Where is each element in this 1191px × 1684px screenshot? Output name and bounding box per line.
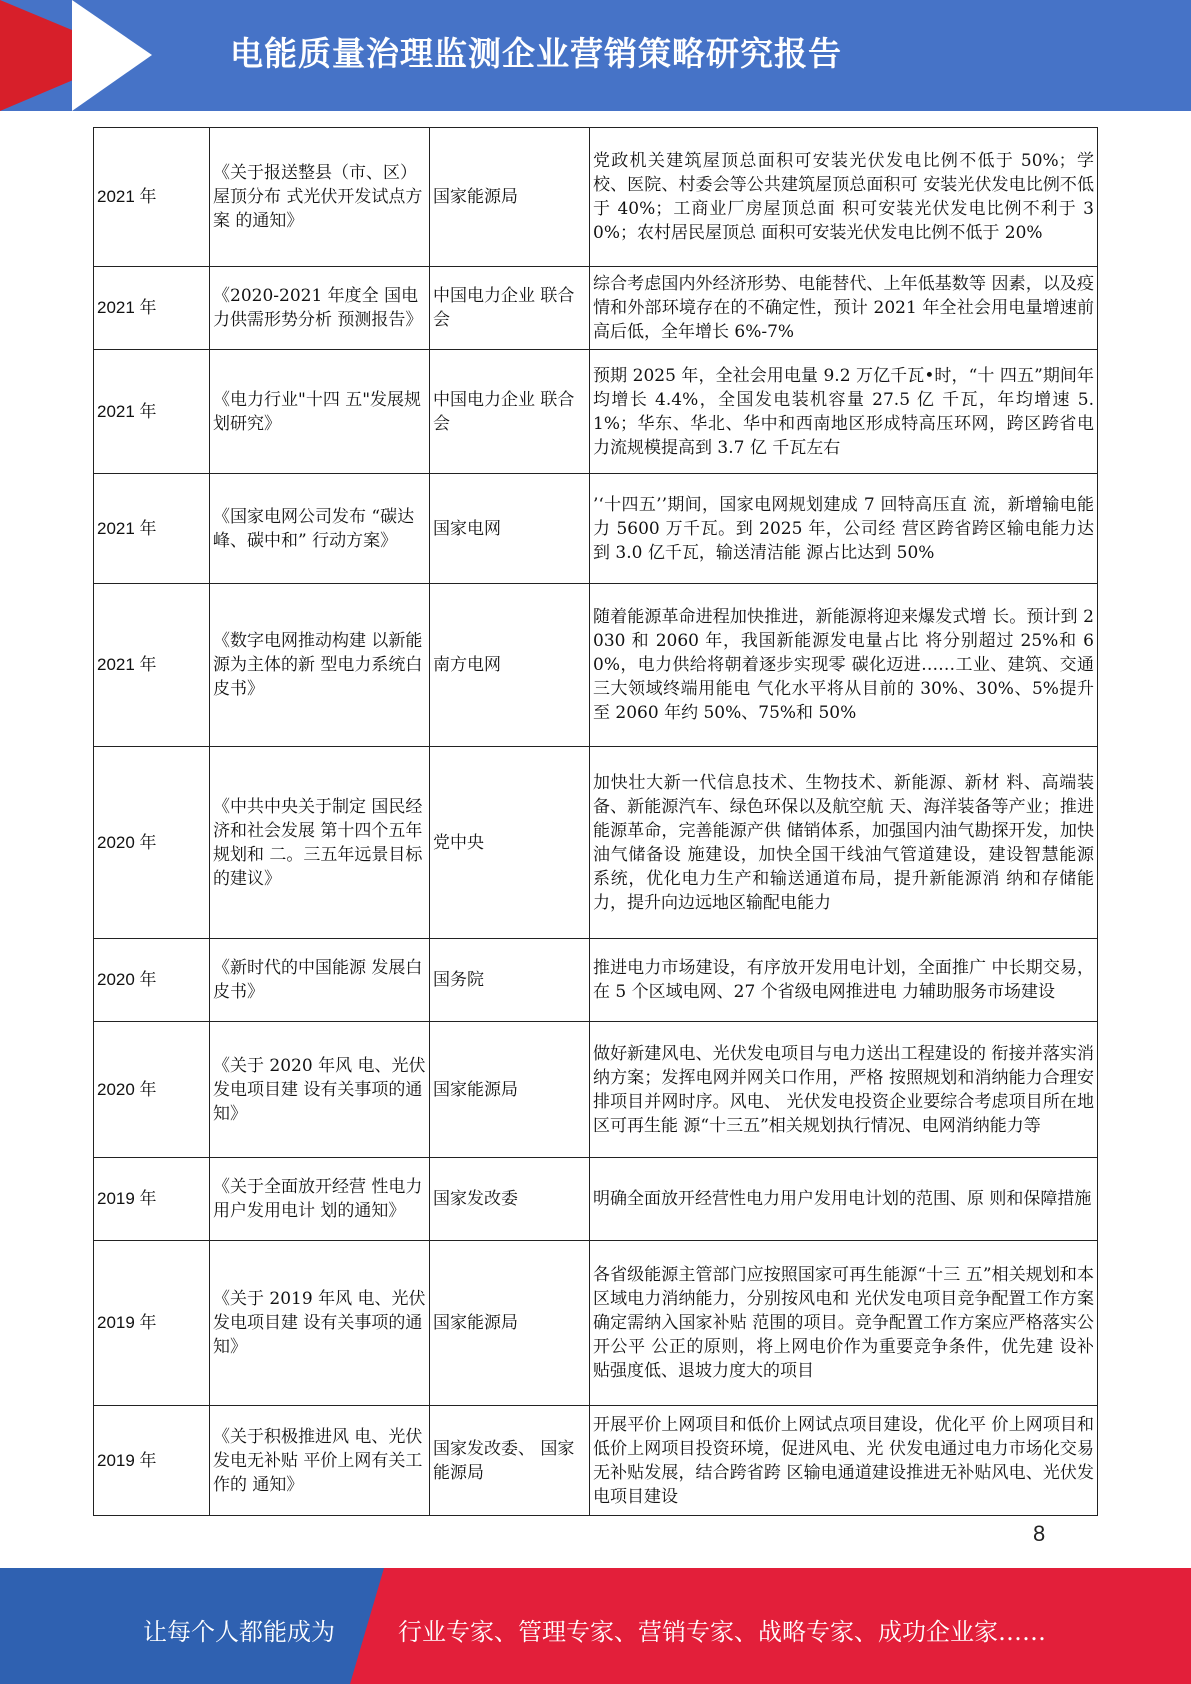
document-cell: 《国家电网公司发布 “碳达峰、碳中和” 行动方案》: [210, 474, 430, 584]
page-number: 8: [1033, 1521, 1046, 1546]
content-cell: 开展平价上网项目和低价上网试点项目建设，优化平 价上网项目和低价上网项目投资环境，促进风电、光 伏发电通过电力市场化交易无补贴发展，结合跨省跨 区输电通道建设推进无补贴风电、光伏发电项目建设: [590, 1406, 1098, 1516]
year-cell: 2019 年: [94, 1406, 210, 1516]
table-row: [94, 1158, 1098, 1241]
issuer-cell: 党中央: [430, 747, 590, 939]
issuer-cell: 国家能源局: [430, 128, 590, 267]
year-cell: 2019 年: [94, 1158, 210, 1241]
issuer-cell: 国家能源局: [430, 1241, 590, 1406]
content-cell: 综合考虑国内外经济形势、电能替代、上年低基数等 因素，以及疫情和外部环境存在的不确定性，预计 2021 年全社会用电量增速前高后低，全年增长 6%-7%: [590, 267, 1098, 350]
content-cell: 明确全面放开经营性电力用户发用电计划的范围、原 则和保障措施: [590, 1158, 1098, 1241]
table-row: [94, 747, 1098, 939]
table-row: [94, 939, 1098, 1022]
document-cell: 《关于报送整县（市、区）屋顶分布 式光伏开发试点方案 的通知》: [210, 128, 430, 267]
issuer-cell: 国家电网: [430, 474, 590, 584]
year-cell: 2021 年: [94, 267, 210, 350]
year-cell: 2021 年: [94, 128, 210, 267]
content-cell: 党政机关建筑屋顶总面积可安装光伏发电比例不低于 50%；学校、医院、村委会等公共建筑屋顶总面积可 安装光伏发电比例不低于 40%；工商业厂房屋顶总面 积可安装光伏发电比例不利于 30%；农村居民屋顶总 面积可安装光伏发电比例不低于 20%: [590, 128, 1098, 267]
issuer-cell: 国家发改委: [430, 1158, 590, 1241]
issuer-cell: 中国电力企业 联合会: [430, 267, 590, 350]
document-cell: 《新时代的中国能源 发展白皮书》: [210, 939, 430, 1022]
table-row: [94, 584, 1098, 747]
page-title: 电能质量治理监测企业营销策略研究报告: [230, 34, 842, 73]
table-row: [94, 350, 1098, 474]
document-cell: 《关于积极推进风 电、光伏发电无补贴 平价上网有关工作的 通知》: [210, 1406, 430, 1516]
issuer-cell: 国务院: [430, 939, 590, 1022]
table-row: [94, 1022, 1098, 1158]
document-cell: 《关于全面放开经营 性电力用户发用电计 划的通知》: [210, 1158, 430, 1241]
document-cell: 《中共中央关于制定 国民经济和社会发展 第十四个五年规划和 二。三五年远景目标 的建议》: [210, 747, 430, 939]
document-cell: 《电力行业"十四 五"发展规划研究》: [210, 350, 430, 474]
year-cell: 2020 年: [94, 1022, 210, 1158]
year-cell: 2021 年: [94, 350, 210, 474]
content-cell: 各省级能源主管部门应按照国家可再生能源“十三 五”相关规划和本区域电力消纳能力，分别按风电和 光伏发电项目竞争配置工作方案确定需纳入国家补贴 范围的项目。竞争配置工作方案应严格落实公开公平 公正的原则，将上网电价作为重要竞争条件，优先建 设补贴强度低、退坡力度大的项目: [590, 1241, 1098, 1406]
document-cell: 《2020-2021 年度全 国电力供需形势分析 预测报告》: [210, 267, 430, 350]
issuer-cell: 南方电网: [430, 584, 590, 747]
document-cell: 《关于 2019 年风 电、光伏发电项目建 设有关事项的通知》: [210, 1241, 430, 1406]
header-white-arrow: [72, 0, 152, 111]
footer-blue-slant: [350, 1568, 384, 1684]
document-cell: 《关于 2020 年风 电、光伏发电项目建 设有关事项的通知》: [210, 1022, 430, 1158]
year-cell: 2021 年: [94, 584, 210, 747]
footer-slogan-left: 让每个人都能成为: [143, 1618, 335, 1646]
document-cell: 《数字电网推动构建 以新能源为主体的新 型电力系统白皮书》: [210, 584, 430, 747]
content-cell: 预期 2025 年，全社会用电量 9.2 万亿千瓦•时，“十 四五”期间年均增长 4.4%，全国发电装机容量 27.5 亿 千瓦，年均增速 5.1%；华东、华北、华中和西南地区形成特高压环网，跨区跨省电力流规模提高到 3.7 亿 千瓦左右: [590, 350, 1098, 474]
table-row: [94, 128, 1098, 267]
table-row: [94, 1241, 1098, 1406]
footer-slogan-right: 行业专家、管理专家、营销专家、战略专家、成功企业家……: [398, 1618, 1046, 1646]
content-cell: 做好新建风电、光伏发电项目与电力送出工程建设的 衔接并落实消纳方案；发挥电网并网关口作用，严格 按照规划和消纳能力合理安排项目并网时序。风电、 光伏发电投资企业要综合考虑项目所在地区可再生能 源“十三五”相关规划执行情况、电网消纳能力等: [590, 1022, 1098, 1158]
content-cell: 推进电力市场建设，有序放开发用电计划，全面推广 中长期交易，在 5 个区域电网、27 个省级电网推进电 力辅助服务市场建设: [590, 939, 1098, 1022]
year-cell: 2021 年: [94, 474, 210, 584]
table-row: [94, 474, 1098, 584]
content-cell: 随着能源革命进程加快推进，新能源将迎来爆发式增 长。预计到 2030 和 2060 年，我国新能源发电量占比 将分别超过 25%和 60%，电力供给将朝着逐步实现零 碳化迈进……工业、建筑、交通三大领域终端用能电 气化水平将从目前的 30%、30%、5%提升至 2060 年约 50%、75%和 50%: [590, 584, 1098, 747]
year-cell: 2020 年: [94, 747, 210, 939]
policy-table: [93, 127, 1098, 1516]
year-cell: 2020 年: [94, 939, 210, 1022]
content-cell: 加快壮大新一代信息技术、生物技术、新能源、新材 料、高端装备、新能源汽车、绿色环保以及航空航 天、海洋装备等产业；推进能源革命，完善能源产供 储销体系，加强国内油气勘探开发，加快油气储备设 施建设，加快全国干线油气管道建设，建设智慧能源 系统，优化电力生产和输送通道布局，提升新能源消 纳和存储能力，提升向边远地区输配电能力: [590, 747, 1098, 939]
year-cell: 2019 年: [94, 1241, 210, 1406]
issuer-cell: 中国电力企业 联合会: [430, 350, 590, 474]
table-row: [94, 267, 1098, 350]
issuer-cell: 国家发改委、 国家能源局: [430, 1406, 590, 1516]
content-cell: ’‘十四五’’期间，国家电网规划建成 7 回特高压直 流，新增输电能力 5600 万千瓦。到 2025 年，公司经 营区跨省跨区输电能力达到 3.0 亿千瓦，输送清洁能 源占比达到 50%: [590, 474, 1098, 584]
table-row: [94, 1406, 1098, 1516]
issuer-cell: 国家能源局: [430, 1022, 590, 1158]
